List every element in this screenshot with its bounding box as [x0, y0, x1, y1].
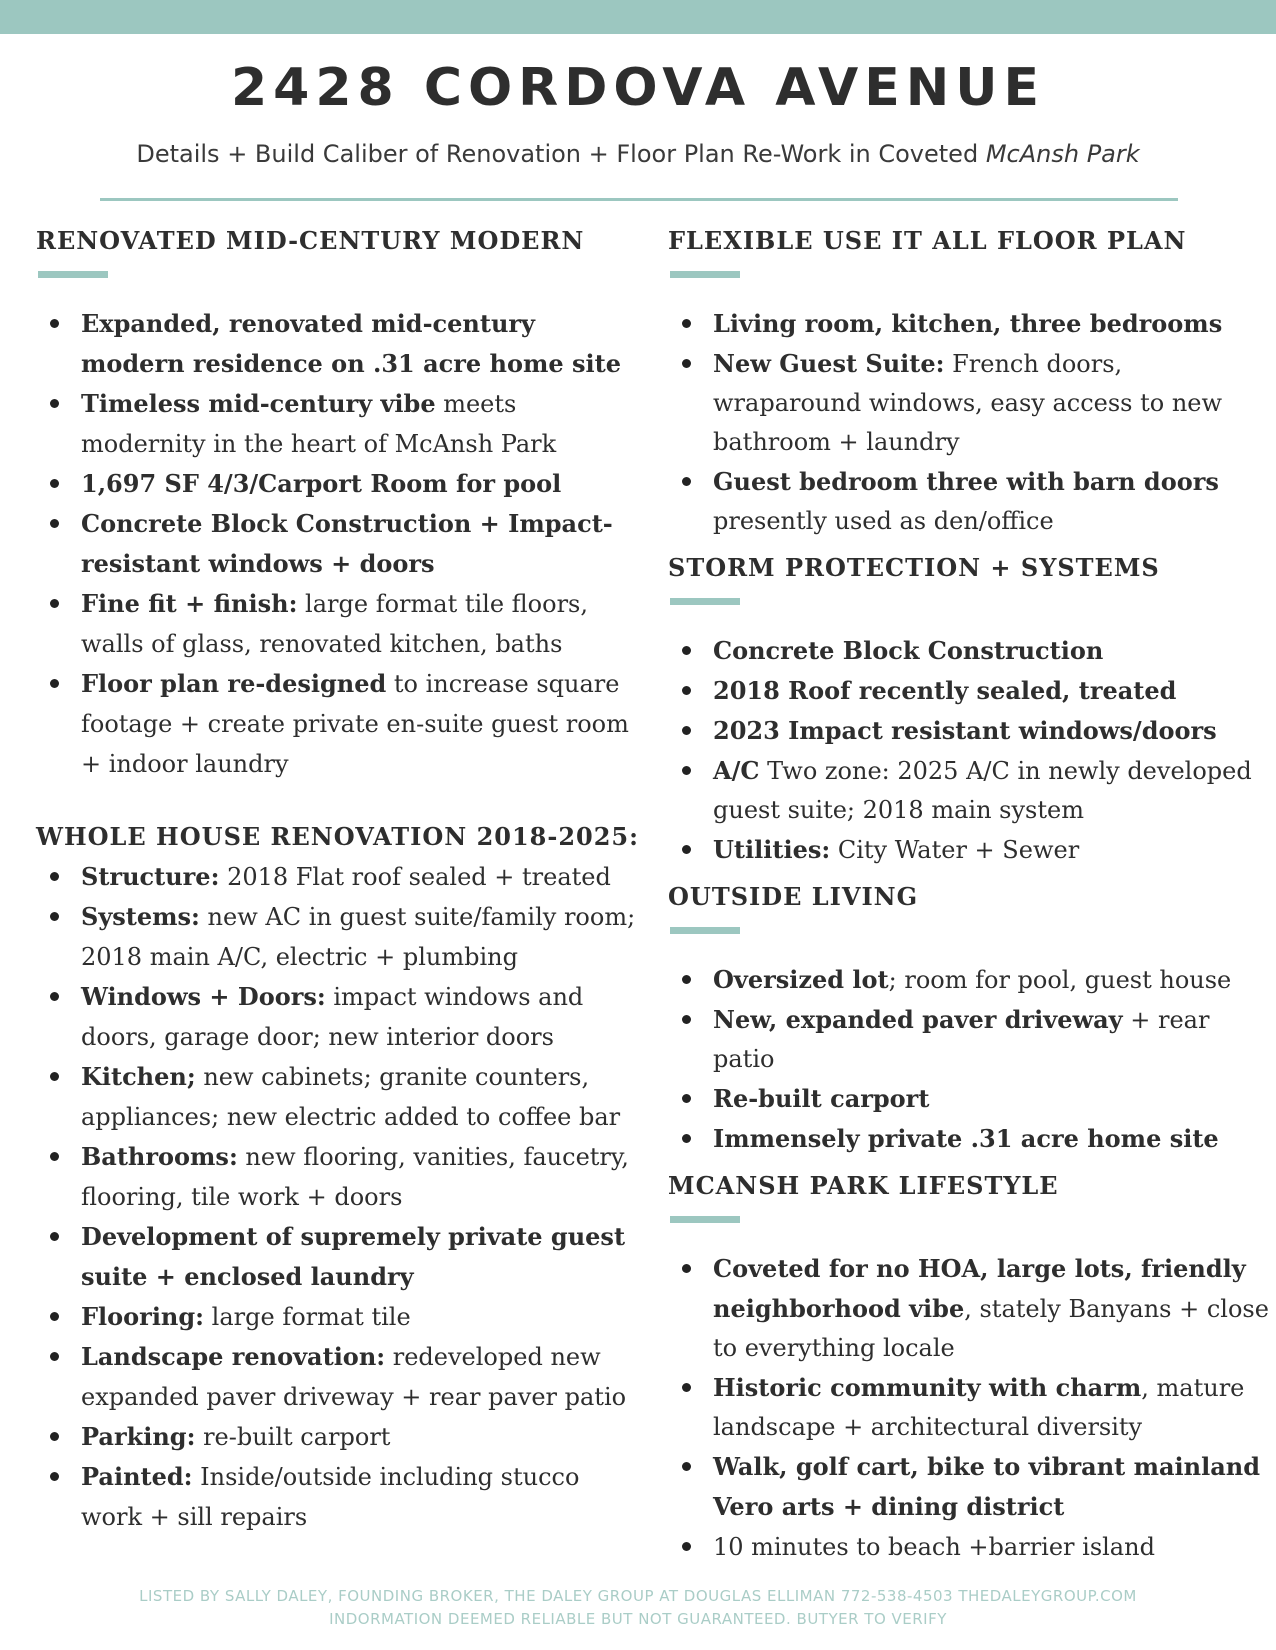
bullet-item-text: Inside/outside including stucco work + sill repairs: [81, 1463, 580, 1531]
bullet-item: [36, 1057, 646, 1137]
bullet-item: [668, 344, 1274, 462]
heading-accent-bar: [38, 271, 108, 278]
bullet-item-bold-text: Re-built carport: [713, 1084, 930, 1113]
bullet-list: [668, 1249, 1274, 1567]
bullet-item-bold-text: Utilities:: [713, 835, 831, 864]
bullet-item: [36, 664, 646, 784]
bullet-item-bold-text: Walk, golf cart, bike to vibrant mainland Vero arts + dining district: [713, 1452, 1261, 1521]
section-renovated-mid-century: [36, 226, 646, 784]
footer-disclaimer-line: INDORMATION DEEMED RELIABLE BUT NOT GUARANTEED. BUTYER TO VERIFY: [329, 1610, 947, 1628]
heading-accent-bar: [670, 598, 740, 605]
bullet-item-bold-text: New Guest Suite:: [713, 349, 945, 378]
bullet-item-bold-text: Coveted for no HOA, large lots, friendly neighborhood vibe: [713, 1254, 1246, 1323]
section-flexible-floor-plan: [668, 226, 1274, 541]
bullet-item: [668, 671, 1274, 711]
bullet-item-text: + rear patio: [713, 1006, 1210, 1073]
bullet-item-bold-text: Concrete Block Construction: [713, 636, 1104, 665]
bullet-item: [668, 960, 1274, 1000]
bullet-item: [668, 631, 1274, 671]
right-column: [668, 226, 1274, 1567]
bullet-item-bold-text: Oversized lot: [713, 965, 889, 994]
bullet-item-bold-text: Fine fit + finish:: [81, 589, 298, 618]
bullet-item: [36, 384, 646, 464]
bullet-item-bold-text: Landscape renovation:: [81, 1342, 386, 1371]
bullet-item-text: new flooring, vanities, faucetry, flooring, tile work + doors: [81, 1143, 629, 1211]
bullet-item: [668, 830, 1274, 870]
bullet-item-text: redeveloped new expanded paver driveway + rear paver patio: [81, 1343, 627, 1411]
bullet-list: [36, 857, 646, 1537]
bullet-item: [668, 304, 1274, 344]
heading-accent-bar: [670, 271, 740, 278]
bullet-item: [36, 464, 646, 504]
bullet-item-bold-text: A/C: [713, 756, 760, 785]
bullet-item: [36, 897, 646, 977]
bullet-item-bold-text: Windows + Doors:: [81, 982, 326, 1011]
bullet-list: [668, 304, 1274, 541]
footer-listing-line: LISTED BY SALLY DALEY, FOUNDING BROKER, THE DALEY GROUP AT DOUGLAS ELLIMAN 772-538-4503 THEDALEYGROUP.COM: [139, 1587, 1137, 1605]
bullet-item: [668, 1527, 1274, 1567]
bullet-item-text: meets modernity in the heart of McAnsh Park: [81, 390, 557, 458]
bullet-item: [668, 462, 1274, 541]
bullet-item-text: new AC in guest suite/family room; 2018 main A/C, electric + plumbing: [81, 903, 636, 971]
bullet-item-text: , stately Banyans + close to everything locale: [713, 1295, 1269, 1362]
footer: [0, 1585, 1276, 1631]
section-storm-protection: [668, 553, 1274, 870]
bullet-list: [668, 960, 1274, 1159]
bullet-item: [668, 1119, 1274, 1159]
bullet-item: [668, 1368, 1274, 1447]
bullet-item-bold-text: New, expanded paver driveway: [713, 1005, 1123, 1034]
top-color-band: [0, 0, 1276, 34]
section-mcansh-lifestyle: [668, 1171, 1274, 1567]
bullet-item-bold-text: Timeless mid-century vibe: [81, 389, 436, 418]
bullet-item: [36, 1457, 646, 1537]
bullet-item-text: to increase square footage + create private en-suite guest room + indoor laundry: [81, 670, 629, 778]
section-heading: STORM PROTECTION + SYSTEMS: [668, 553, 1160, 582]
bullet-item-bold-text: Parking:: [81, 1422, 196, 1451]
bullet-item-bold-text: 2023 Impact resistant windows/doors: [713, 716, 1217, 745]
bullet-item-text: 10 minutes to beach +barrier island: [713, 1533, 1155, 1561]
bullet-item-text: Two zone: 2025 A/C in newly developed guest suite; 2018 main system: [713, 757, 1252, 824]
bullet-item-bold-text: Kitchen;: [81, 1062, 196, 1091]
bullet-item: [36, 857, 646, 897]
heading-accent-bar: [670, 1216, 740, 1223]
bullet-item-text: presently used as den/office: [713, 507, 1054, 535]
section-whole-house-renovation: [36, 822, 646, 1537]
bullet-item-bold-text: Floor plan re-designed: [81, 669, 387, 698]
section-heading: OUTSIDE LIVING: [668, 882, 919, 911]
bullet-item: [668, 711, 1274, 751]
heading-accent-bar: [670, 927, 740, 934]
bullet-item-bold-text: 2018 Roof recently sealed, treated: [713, 676, 1177, 705]
bullet-item: [36, 1417, 646, 1457]
bullet-item-text: French doors, wraparound windows, easy access to new bathroom + laundry: [713, 350, 1223, 456]
left-column: [36, 226, 646, 1537]
bullet-item-text: ; room for pool, guest house: [888, 966, 1232, 994]
bullet-item-bold-text: Structure:: [81, 862, 220, 891]
bullet-item: [668, 1000, 1274, 1079]
section-heading: RENOVATED MID-CENTURY MODERN: [36, 226, 585, 255]
section-outside-living: [668, 882, 1274, 1159]
bullet-item-bold-text: Bathrooms:: [81, 1142, 238, 1171]
bullet-item-bold-text: Immensely private .31 acre home site: [713, 1124, 1219, 1153]
bullet-list: [36, 304, 646, 784]
bullet-item-text: 2018 Flat roof sealed + treated: [219, 863, 611, 891]
bullet-item: [668, 1447, 1274, 1527]
bullet-item: [668, 1079, 1274, 1119]
bullet-item-bold-text: Concrete Block Construction + Impact-resistant windows + doors: [81, 509, 613, 578]
bullet-item-text: new cabinets; granite counters, appliances; new electric added to coffee bar: [81, 1063, 621, 1131]
title-divider: [100, 198, 1178, 201]
page-subtitle: [0, 140, 1276, 168]
bullet-item-text: , mature landscape + architectural diversity: [713, 1374, 1245, 1441]
bullet-item-text: City Water + Sewer: [830, 836, 1080, 864]
bullet-item: [36, 1137, 646, 1217]
bullet-item-bold-text: Painted:: [81, 1462, 193, 1491]
bullet-item: [36, 977, 646, 1057]
bullet-item-bold-text: 1,697 SF 4/3/Carport Room for pool: [81, 469, 562, 498]
page-title: 2428 CORDOVA AVENUE: [230, 58, 1046, 118]
bullet-item-text: re-built carport: [195, 1423, 391, 1451]
bullet-item: [668, 1249, 1274, 1368]
bullet-item-bold-text: Historic community with charm: [713, 1373, 1142, 1402]
bullet-item-bold-text: Development of supremely private guest suite + enclosed laundry: [81, 1222, 626, 1291]
bullet-item-bold-text: Expanded, renovated mid-century modern residence on .31 acre home site: [81, 309, 621, 378]
bullet-item-bold-text: Flooring:: [81, 1302, 205, 1331]
bullet-item-bold-text: Guest bedroom three with barn doors: [713, 467, 1219, 496]
bullet-item-bold-text: Living room, kitchen, three bedrooms: [713, 309, 1223, 338]
bullet-item: [36, 304, 646, 384]
bullet-item: [36, 1297, 646, 1337]
bullet-item: [36, 1337, 646, 1417]
subtitle-text: Details + Build Caliber of Renovation + Floor Plan Re-Work in Coveted: [136, 140, 986, 168]
bullet-item: [36, 584, 646, 664]
bullet-item-text: impact windows and doors, garage door; new interior doors: [81, 983, 584, 1051]
bullet-item-text: large format tile floors, walls of glass, renovated kitchen, baths: [81, 590, 588, 658]
bullet-item: [668, 751, 1274, 830]
bullet-item-text: large format tile: [204, 1303, 411, 1331]
section-heading: FLEXIBLE USE IT ALL FLOOR PLAN: [668, 226, 1187, 255]
section-heading: MCANSH PARK LIFESTYLE: [668, 1171, 1059, 1200]
section-heading: WHOLE HOUSE RENOVATION 2018-2025:: [36, 822, 639, 851]
bullet-item: [36, 1217, 646, 1297]
bullet-item-bold-text: Systems:: [81, 902, 200, 931]
subtitle-neighborhood: McAnsh Park: [985, 140, 1140, 168]
bullet-item: [36, 504, 646, 584]
bullet-list: [668, 631, 1274, 870]
